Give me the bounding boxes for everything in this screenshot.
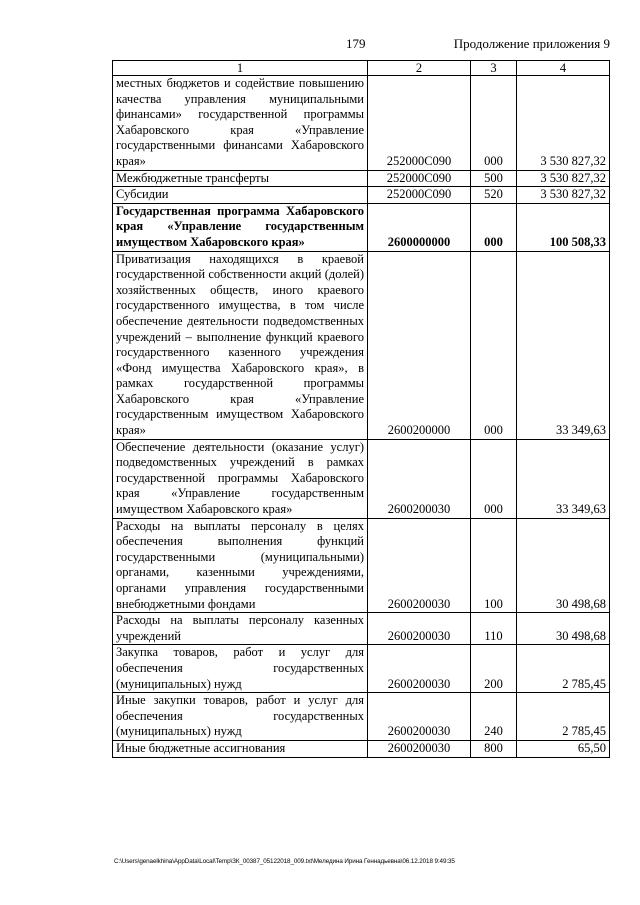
row-subcode: 100 <box>471 518 517 613</box>
row-description: местных бюджетов и содействие повышению качества управления муниципальными финансами» государственной программы Хабаровского края «Управление государственными финансами Хабаровского края» <box>113 76 368 171</box>
row-code: 252000С090 <box>368 76 471 171</box>
row-code: 2600200030 <box>368 439 471 518</box>
row-description: Иные бюджетные ассигнования <box>113 740 368 757</box>
row-subcode: 240 <box>471 693 517 741</box>
row-amount: 3 530 827,32 <box>517 76 610 171</box>
table-row <box>113 251 610 439</box>
row-description: Приватизация находящихся в краевой государственной собственности акций (долей) хозяйственных обществ, иного краевого государственного имущества, в том числе обеспечение деятельности подведомственных учреждений – выполнение функций краевого государственного казенного учреждения «Фонд имущества Хабаровского края», в рамках государственной программы Хабаровского края «Управление государственным имуществом Хабаровского края» <box>113 251 368 439</box>
row-subcode: 500 <box>471 170 517 187</box>
table-row <box>113 518 610 613</box>
row-description: Иные закупки товаров, работ и услуг для обеспечения государственных (муниципальных) нужд <box>113 693 368 741</box>
row-code: 2600200030 <box>368 645 471 693</box>
table-row <box>113 170 610 187</box>
row-description: Межбюджетные трансферты <box>113 170 368 187</box>
row-amount: 100 508,33 <box>517 203 610 251</box>
row-subcode: 520 <box>471 187 517 204</box>
row-amount: 33 349,63 <box>517 439 610 518</box>
column-header-row <box>113 61 610 76</box>
row-description: Государственная программа Хабаровского края «Управление государственным имуществом Хабаровского края» <box>113 203 368 251</box>
row-code: 2600200030 <box>368 740 471 757</box>
row-amount: 30 498,68 <box>517 613 610 645</box>
column-header: 3 <box>471 61 517 76</box>
row-description: Расходы на выплаты персоналу в целях обеспечения выполнения функций государственными (муниципальными) органами, казенными учреждениями, органами управления государственными внебюджетными фондами <box>113 518 368 613</box>
row-amount: 2 785,45 <box>517 645 610 693</box>
row-subcode: 000 <box>471 76 517 171</box>
table-row <box>113 693 610 741</box>
row-code: 2600200000 <box>368 251 471 439</box>
page-number: 179 <box>346 36 366 51</box>
table-row <box>113 203 610 251</box>
row-description: Обеспечение деятельности (оказание услуг) подведомственных учреждений в рамках государственной программы Хабаровского края «Управление государственным имуществом Хабаровского края» <box>113 439 368 518</box>
table-row <box>113 613 610 645</box>
row-description: Закупка товаров, работ и услуг для обеспечения государственных (муниципальных) нужд <box>113 645 368 693</box>
row-amount: 30 498,68 <box>517 518 610 613</box>
continuation-label: Продолжение приложения 9 <box>453 36 610 51</box>
row-amount: 33 349,63 <box>517 251 610 439</box>
row-amount: 3 530 827,32 <box>517 170 610 187</box>
row-description: Субсидии <box>113 187 368 204</box>
row-subcode: 200 <box>471 645 517 693</box>
row-description: Расходы на выплаты персоналу казенных учреждений <box>113 613 368 645</box>
row-code: 2600200030 <box>368 613 471 645</box>
budget-table <box>112 60 610 758</box>
table-row <box>113 76 610 171</box>
table-row <box>113 645 610 693</box>
row-subcode: 800 <box>471 740 517 757</box>
column-header: 2 <box>368 61 471 76</box>
table-row <box>113 740 610 757</box>
row-amount: 3 530 827,32 <box>517 187 610 204</box>
row-subcode: 110 <box>471 613 517 645</box>
row-amount: 2 785,45 <box>517 693 610 741</box>
table-row <box>113 439 610 518</box>
row-amount: 65,50 <box>517 740 610 757</box>
row-subcode: 000 <box>471 203 517 251</box>
row-subcode: 000 <box>471 439 517 518</box>
row-code: 252000С090 <box>368 170 471 187</box>
row-code: 2600200030 <box>368 693 471 741</box>
row-code: 252000С090 <box>368 187 471 204</box>
file-path-footer: C:\Users\genaelkhina\AppData\Local\Temp\ЗК_00387_05122018_009.txt\Меледина Ирина Геннадьевна\06.12.2018 9:49:35 <box>114 858 455 865</box>
row-subcode: 000 <box>471 251 517 439</box>
column-header: 4 <box>517 61 610 76</box>
column-header: 1 <box>113 61 368 76</box>
row-code: 2600000000 <box>368 203 471 251</box>
table-body <box>113 61 610 758</box>
table-row <box>113 187 610 204</box>
row-code: 2600200030 <box>368 518 471 613</box>
